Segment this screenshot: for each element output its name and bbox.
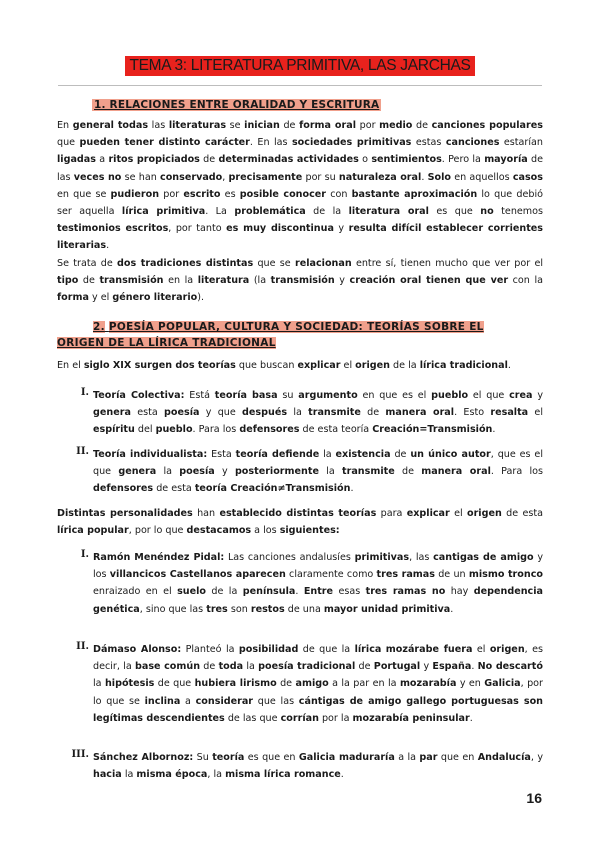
bold-run: Dámaso Alonso: xyxy=(93,644,182,655)
bold-run: manera oral xyxy=(385,407,455,419)
author-number: II. xyxy=(76,641,89,652)
bold-run: mozarabía peninsular xyxy=(352,712,470,724)
bold-run: corrían xyxy=(280,712,319,724)
bold-run: origen xyxy=(466,508,502,519)
bold-run: escrito xyxy=(183,188,221,200)
section-1-heading-text: 1. RELACIONES ENTRE ORALIDAD Y ESCRITURA xyxy=(94,99,380,111)
bold-run: espíritu xyxy=(93,424,135,436)
section-2-heading xyxy=(57,319,543,351)
bold-run: hipótesis xyxy=(104,678,155,690)
bold-run: tipo xyxy=(57,275,79,287)
bold-run: Galicia maduraría xyxy=(298,752,395,763)
bold-run: después xyxy=(242,407,288,419)
section-1-paragraph-2: Se trata de dos tradiciones distintas que se relacionan entre sí, tienen mucho que ver por el tipo de transmisión en la literatura (la transmisión y creación oral tienen que ver con la forma y el género literario). xyxy=(57,258,544,304)
page-number: 16 xyxy=(526,790,542,806)
bold-run: villancicos Castellanos aparecen xyxy=(109,569,286,581)
bold-run: teoría defiende xyxy=(235,449,320,460)
bold-run: hacia xyxy=(93,769,122,781)
bold-run: casos xyxy=(512,171,543,183)
bold-run: toda xyxy=(218,661,244,673)
bold-run: transmisión xyxy=(99,275,164,287)
bold-run: inician xyxy=(244,120,280,131)
title-divider xyxy=(58,85,542,86)
bold-run: veces no xyxy=(73,171,122,183)
bold-run: par xyxy=(419,752,438,763)
bold-run: bastante aproximación xyxy=(351,188,478,200)
bold-run: pueblo xyxy=(431,390,469,401)
bold-run: Entre xyxy=(303,586,334,598)
bold-run: inclina xyxy=(144,695,181,707)
bold-run: literaturas xyxy=(168,120,227,131)
bold-run: resalta xyxy=(490,407,529,419)
bold-run: restos xyxy=(250,603,285,615)
bold-run: literatura oral xyxy=(348,206,429,218)
bold-run: transmisión xyxy=(270,275,335,287)
bold-run: defensores xyxy=(93,483,154,495)
bold-run: transmite xyxy=(342,466,395,478)
author-text: Sánchez Albornoz: Su teoría es que en Galicia maduraría a la par que en Andalucía, y hacia la misma época, la misma lírica romance. xyxy=(93,752,544,781)
section-1-paragraph-1: En general todas las literaturas se inician de forma oral por medio de canciones populares que pueden tener distinto carácter. En las sociedades primitivas estas canciones estarían ligadas a ritos propiciados de determinadas actividades o sentimientos. Pero la mayoría de las veces no se han conservado, precisamente por su naturaleza oral. Solo en aquellos casos en que se pudieron por escrito es posible conocer con bastante aproximación lo que debió ser aquella lírica primitiva. La problemática de la literatura oral es que no tenemos testimonios escritos, por tanto es muy discontinua y resulta difícil establecer corrientes literarias. xyxy=(57,120,544,252)
bold-run: canciones xyxy=(445,137,500,149)
bold-run: explicar xyxy=(297,360,341,371)
bold-run: pueden tener distinto carácter xyxy=(79,137,250,149)
bold-run: problemática xyxy=(234,206,306,218)
bold-run: poesía xyxy=(179,466,215,478)
bold-run: hubiera lirismo xyxy=(194,678,277,690)
bold-run: misma época xyxy=(136,769,208,781)
bold-run: genera xyxy=(93,407,131,419)
page-title: TEMA 3: LITERATURA PRIMITIVA, LAS JARCHAS xyxy=(125,56,474,76)
section-1-heading xyxy=(57,93,543,112)
bold-run: forma xyxy=(57,292,89,304)
bold-run: posibilidad xyxy=(238,644,299,655)
bold-run: medio xyxy=(379,120,413,131)
bold-run: Sánchez Albornoz: xyxy=(93,752,194,763)
bold-run: relacionan xyxy=(294,258,352,269)
bold-run: amigo xyxy=(295,678,329,690)
bold-run: pueblo xyxy=(155,424,193,436)
bold-run: suelo xyxy=(177,586,207,598)
bold-run: Galicia xyxy=(484,678,521,690)
bold-run: forma oral xyxy=(299,120,357,131)
bold-run: siglo XIX surgen dos teorías xyxy=(83,360,236,371)
bold-run: resulta difícil establecer corrientes literarias xyxy=(57,223,544,252)
bold-run: posteriormente xyxy=(234,466,319,478)
section-2-heading-number: 2. xyxy=(93,321,105,333)
bold-run: Solo xyxy=(427,171,451,183)
bold-run: cántigas de amigo gallego portuguesas son legítimas descendientes xyxy=(93,695,543,724)
bold-run: poesía xyxy=(164,407,200,419)
bold-run: lírica primitiva xyxy=(121,206,206,218)
author-text: Ramón Menéndez Pidal: Las canciones andalusíes primitivas, las cantigas de amigo y los villancicos Castellanos aparecen claramente como tres ramas de un mismo tronco enraizado en el suelo de la península. Entre esas tres ramas no hay dependencia genética, sino que las tres son restos de una mayor unidad primitiva. xyxy=(93,552,543,615)
bold-run: determinadas actividades xyxy=(218,154,359,166)
bold-run: pudieron xyxy=(110,188,160,200)
bold-run: Creación=Transmisión xyxy=(372,424,493,436)
bold-run: naturaleza oral xyxy=(338,171,422,183)
bold-run: mayoría xyxy=(484,154,528,166)
bold-run: España xyxy=(432,661,472,673)
theory-number: I. xyxy=(80,387,89,398)
section-2-intro: En el siglo XIX surgen dos teorías que buscan explicar el origen de la lírica tradicional. xyxy=(57,360,511,371)
bold-run: Teoría individualista: xyxy=(93,449,208,460)
bold-run: tres xyxy=(206,603,228,615)
theory-text: Teoría Colectiva: Está teoría basa su argumento en que es el pueblo el que crea y genera esta poesía y que después la transmite de manera oral. Esto resalta el espíritu del pueblo. Para los defensores de esta teoría Creación=Transmisión. xyxy=(93,390,543,436)
bold-run: explicar xyxy=(406,508,450,519)
bold-run: dos tradiciones distintas xyxy=(117,258,254,269)
bold-run: establecido distintas teorías xyxy=(219,508,377,519)
bold-run: crea xyxy=(509,390,533,401)
bold-run: existencia xyxy=(335,449,391,460)
bold-run: mayor unidad primitiva xyxy=(323,603,451,615)
bold-run: Distintas personalidades xyxy=(57,508,193,519)
bold-run: mismo tronco xyxy=(468,569,543,581)
bold-run: transmite xyxy=(308,407,361,419)
bold-run: manera oral xyxy=(421,466,491,478)
bold-run: península xyxy=(242,586,296,598)
bold-run: mozarabía xyxy=(399,678,457,690)
bold-run: canciones populares xyxy=(431,120,543,131)
bold-run: Ramón Menéndez Pidal: xyxy=(93,552,225,563)
bold-run: considerar xyxy=(195,695,254,707)
bold-run: tres ramas xyxy=(376,569,435,581)
section-2-paragraph-3: Distintas personalidades han establecido distintas teorías para explicar el origen de esta lírica popular, por lo que destacamos a los siguientes: xyxy=(57,508,543,537)
bold-run: origen xyxy=(489,644,525,655)
bold-run: creación oral tienen que ver xyxy=(349,275,509,287)
bold-run: Teoría Colectiva: xyxy=(93,390,185,401)
bold-run: origen xyxy=(355,360,390,371)
bold-run: lírica tradicional xyxy=(419,360,508,371)
bold-run: base común xyxy=(135,661,201,673)
bold-run: Andalucía xyxy=(477,752,531,763)
bold-run: sociedades primitivas xyxy=(291,137,412,149)
author-text: Dámaso Alonso: Planteó la posibilidad de que la lírica mozárabe fuera el origen, es decir, la base común de toda la poesía tradicional de Portugal y España. No descartó la hipótesis de que hubiera lirismo de amigo a la par en la mozarabía y en Galicia, por lo que se inclina a considerar que las cántigas de amigo gallego portuguesas son legítimas descendientes de las que corrían por la mozarabía peninsular. xyxy=(93,644,544,724)
bold-run: ritos propiciados xyxy=(108,154,200,166)
bold-run: general todas xyxy=(72,120,149,131)
title-container xyxy=(0,55,600,76)
author-number: III. xyxy=(71,749,89,760)
bold-run: precisamente xyxy=(228,171,303,183)
section-2-heading-line-1: POESÍA POPULAR, CULTURA Y SOCIEDAD: TEORÍAS SOBRE EL xyxy=(108,321,484,333)
author-number: I. xyxy=(80,549,89,560)
bold-run: sentimientos xyxy=(371,154,442,166)
bold-run: teoría basa xyxy=(214,390,278,401)
bold-run: un único autor xyxy=(410,449,491,460)
bold-run: cantigas de amigo xyxy=(433,552,534,563)
bold-run: poesía tradicional xyxy=(258,661,356,673)
bold-run: dependencia genética xyxy=(93,586,543,615)
bold-run: no xyxy=(480,206,494,218)
bold-run: genera xyxy=(118,466,157,478)
bold-run: es muy discontinua xyxy=(226,223,334,235)
bold-run: defensores xyxy=(239,424,300,436)
bold-run: literatura xyxy=(197,275,250,287)
bold-run: No descartó xyxy=(477,661,543,673)
bold-run: siguientes: xyxy=(279,525,340,537)
bold-run: lírica xyxy=(354,644,382,655)
bold-run: mozárabe fuera xyxy=(385,644,473,655)
bold-run: posible conocer xyxy=(239,188,327,200)
bold-run: teoría xyxy=(212,752,245,763)
bold-run: destacamos xyxy=(186,525,252,537)
bold-run: género literario xyxy=(112,292,198,304)
bold-run: lírica popular xyxy=(57,525,129,537)
bold-run: teoría Creación≠Transmisión xyxy=(194,483,351,495)
bold-run: ligadas xyxy=(57,154,96,166)
section-2-heading-line-2: ORIGEN DE LA LÍRICA TRADICIONAL xyxy=(57,337,276,349)
theory-text: Teoría individualista: Esta teoría defiende la existencia de un único autor, que es el que genera la poesía y posteriormente la transmite de manera oral. Para los defensores de esta teoría Creación≠Transmisión. xyxy=(93,449,544,495)
bold-run: misma lírica romance xyxy=(225,769,341,781)
bold-run: Portugal xyxy=(373,661,421,673)
bold-run: argumento xyxy=(298,390,358,401)
bold-run: tres ramas no xyxy=(365,586,446,598)
bold-run: primitivas xyxy=(354,552,410,563)
bold-run: conservado xyxy=(160,171,223,183)
bold-run: testimonios escritos xyxy=(57,223,169,235)
theory-number: II. xyxy=(76,446,89,457)
